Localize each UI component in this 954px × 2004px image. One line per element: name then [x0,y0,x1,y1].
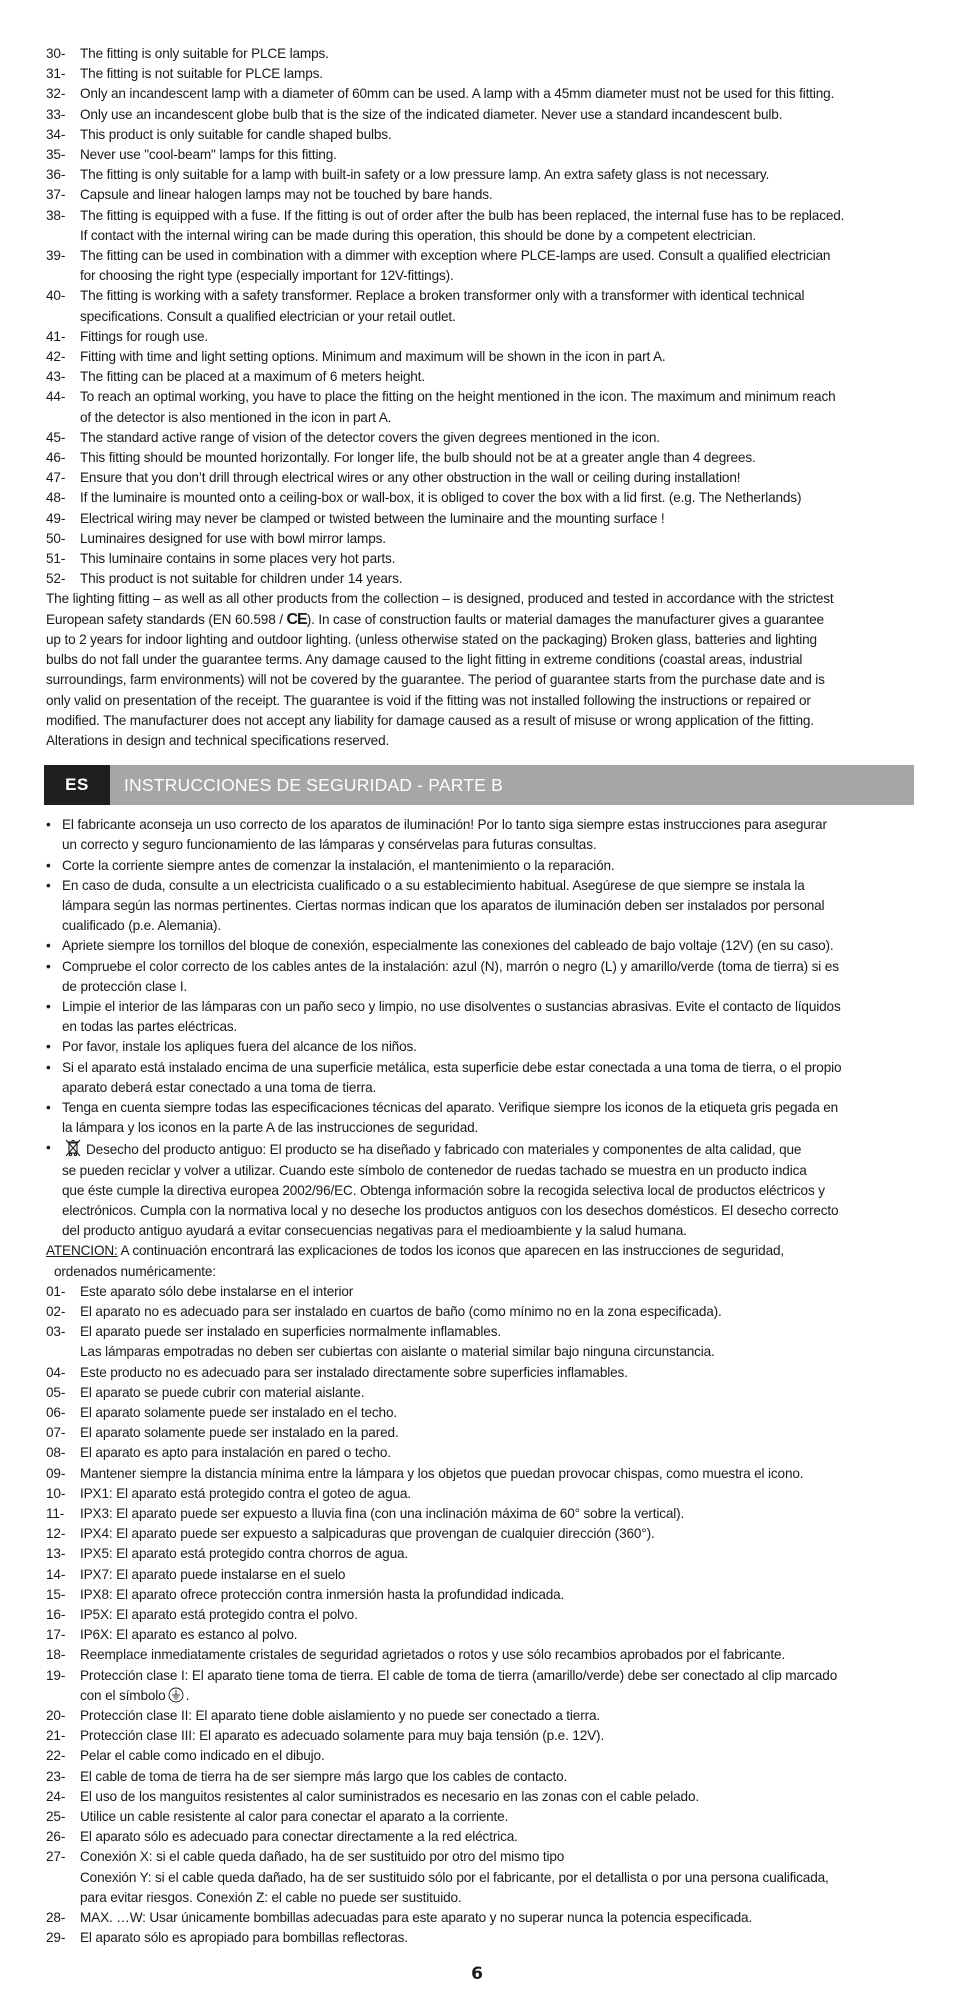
bullet-line: Limpie el interior de las lámparas con un paño seco y limpio, no use disolventes o sustancias abrasivas. Evite el contacto de líquidos [62,998,841,1014]
bullet-mark: • [46,938,51,954]
item-number: 02- [46,1303,66,1319]
item-line: Utilice un cable resistente al calor para conectar el aparato a la corriente. [80,1809,509,1825]
item-number: 50- [46,530,66,546]
item-line: IPX8: El aparato ofrece protección contra inmersión hasta la profundidad indicada. [80,1586,565,1602]
bullet-item [46,936,916,956]
list-item [46,286,916,326]
item-number: 42- [46,349,66,365]
item-number: 49- [46,510,66,526]
spanish-icon-list [46,1282,916,1666]
item-line: Never use "cool-beam" lamps for this fitting. [80,147,337,163]
item-number: 36- [46,167,66,183]
guarantee-text: ). In case of construction faults or material damages the manufacturer gives a guarantee [306,611,824,627]
list-item [46,1282,916,1302]
list-item [46,165,916,185]
item-number: 25- [46,1809,66,1825]
list-item [46,1403,916,1423]
list-item [46,1787,916,1807]
bullet-mark: • [46,958,51,974]
guarantee-line: only valid on presentation of the receipt. The guarantee is void if the fitting was not installed following the instructions or repaired or [46,692,811,708]
list-item [46,1827,916,1847]
item-number: 34- [46,126,66,142]
list-item [46,1363,916,1383]
list-item [46,84,916,104]
item-number: 38- [46,207,66,223]
item-number: 15- [46,1586,66,1602]
bullet-line: Por favor, instale los apliques fuera del alcance de los niños. [62,1039,417,1055]
list-item [46,367,916,387]
item-number: 23- [46,1768,66,1784]
item-line: This luminaire contains in some places very hot parts. [80,551,396,567]
guarantee-paragraph [46,589,916,751]
item-line: El aparato sólo es apropiado para bombillas reflectoras. [80,1930,408,1946]
bullet-line: El fabricante aconseja un uso correcto de los aparatos de iluminación! Por lo tanto siga siempre estas instrucciones para asegurar [62,817,827,833]
item-number: 08- [46,1445,66,1461]
item-number: 48- [46,490,66,506]
item-line: El aparato se puede cubrir con material aislante. [80,1384,365,1400]
list-item [46,428,916,448]
bullet-mark: • [46,1039,51,1055]
item-line: El aparato solamente puede ser instalado en la pared. [80,1425,399,1441]
item-number: 14- [46,1566,66,1582]
spanish-bullet-list [46,815,916,1138]
item-line: This product is only suitable for candle shaped bulbs. [80,126,392,142]
item-number: 29- [46,1930,66,1946]
weee-bullet [46,1138,916,1241]
item-number: 46- [46,450,66,466]
item-line: The fitting is not suitable for PLCE lamps. [80,66,323,82]
item-line: El aparato no es adecuado para ser instalado en cuartos de baño (como mínimo no en la zona especificada). [80,1303,722,1319]
item-line: The fitting is equipped with a fuse. If the fitting is out of order after the bulb has been replaced, the internal fuse has to be replaced. [80,207,845,223]
guarantee-line: up to 2 years for indoor lighting and outdoor lighting. (unless otherwise stated on the packaging) Broken glass, batteries and lighting [46,631,817,647]
bullet-item [46,997,916,1037]
item-number: 21- [46,1728,66,1744]
bullet-mark: • [46,817,51,833]
item-line: Conexión Y: si el cable queda dañado, ha de ser sustituido sólo por el fabricante, por el detallista o por una persona cualificada, [80,1869,829,1885]
item-line: El uso de los manguitos resistentes al calor suministrados es necesario en las zonas con el cable pelado. [80,1788,699,1804]
item-line: for choosing the right type (especially important for 12V-fittings). [80,268,454,284]
list-item [46,145,916,165]
item-number: 44- [46,389,66,405]
item-number: 18- [46,1647,66,1663]
bullet-item [46,1098,916,1138]
item-line: MAX. …W: Usar únicamente bombillas adecuadas para este aparato y no superar nunca la potencia especificada. [80,1910,753,1926]
weee-line: se pueden reciclar y volver a utilizar. Cuando este símbolo de contenedor de ruedas tachado se muestra en un producto indica [62,1162,807,1178]
list-item [46,185,916,205]
bullet-line: Compruebe el color correcto de los cables antes de la instalación: azul (N), marrón o negro (L) y amarillo/verde (toma de tierra) si es [62,958,839,974]
bullet-line: de protección clase I. [62,978,188,994]
list-item [46,448,916,468]
item-number: 30- [46,46,66,61]
list-item [46,569,916,589]
list-item [46,468,916,488]
item-number: 45- [46,429,66,445]
bullet-line: En caso de duda, consulte a un electricista cualificado o a su establecimiento habitual. Asegúrese de que siempre se instala la [62,877,805,893]
item-line: Protección clase I: El aparato tiene toma de tierra. El cable de toma de tierra (amarillo/verde) debe ser conectado al clip marcado [80,1667,838,1683]
list-item [46,1423,916,1443]
list-item [46,1443,916,1463]
list-item [46,105,916,125]
item-line: To reach an optimal working, you have to place the fitting on the height mentioned in the icon. The maximum and minimum reach [80,389,836,405]
guarantee-line: bulbs do not fall under the guarantee terms. Any damage caused to the light fitting in extreme conditions (coastal areas, industrial [46,652,803,668]
list-item [46,509,916,529]
list-item [46,1726,916,1746]
list-item [46,1565,916,1585]
ce-mark: CE [286,610,307,628]
bullet-line: Si el aparato está instalado encima de una superficie metálica, esta superficie debe estar conectada a una toma de tierra, o el propio [62,1059,842,1075]
item-line: specifications. Consult a qualified electrician or your retail outlet. [80,308,456,324]
item-number: 31- [46,66,66,82]
item-number: 17- [46,1627,66,1643]
item-number: 05- [46,1384,66,1400]
item-number: 28- [46,1910,66,1926]
list-item [46,327,916,347]
list-item [46,488,916,508]
item-number: 40- [46,288,66,304]
guarantee-line [46,610,916,630]
item-line: The fitting is only suitable for a lamp with built-in safety or a low pressure lamp. An extra safety glass is not necessary. [80,167,770,183]
weee-line: electrónicos. Cumpla con la normativa local y no deseche los productos antiguos con los desechos domésticos. El desecho correcto [62,1202,839,1218]
bullet-mark: • [46,1099,51,1115]
bullet-mark: • [46,857,51,873]
item-line: Luminaires designed for use with bowl mirror lamps. [80,530,386,546]
item-line: This product is not suitable for children under 14 years. [80,571,403,587]
item-number: 51- [46,551,66,567]
text-column [46,44,916,1948]
item-line: IPX1: El aparato está protegido contra el goteo de agua. [80,1485,411,1501]
item-line: Este aparato sólo debe instalarse en el interior [80,1283,354,1299]
item-line: Este producto no es adecuado para ser instalado directamente sobre superficies inflamables. [80,1364,628,1380]
item-line: If the luminaire is mounted onto a ceiling-box or wall-box, it is obliged to cover the box with a lid first. (e.g. The Netherlands) [80,490,802,506]
item-line: IPX7: El aparato puede instalarse en el suelo [80,1566,346,1582]
item-line: of the detector is also mentioned in the icon in part A. [80,409,392,425]
item-line: El cable de toma de tierra ha de ser siempre más largo que los cables de contacto. [80,1768,568,1784]
item-number: 39- [46,248,66,264]
item-text: . [185,1687,190,1703]
item-line: Protección clase III: El aparato es adecuado solamente para muy baja tensión (p.e. 12V). [80,1728,605,1744]
bullet-line: en todas las partes eléctricas. [62,1019,238,1035]
item-number: 12- [46,1526,66,1542]
item-line: Electrical wiring may never be clamped or twisted between the luminaire and the mounting surface ! [80,510,665,526]
item-line: The fitting can be placed at a maximum of 6 meters height. [80,369,425,385]
bullet-item [46,957,916,997]
item-number: 07- [46,1425,66,1441]
section-header [44,765,914,805]
weee-line: que éste cumple la directiva europea 2002/96/EC. Obtenga información sobre la recogida selectiva local de productos eléctricos y [62,1182,825,1198]
item-number: 47- [46,470,66,486]
bullet-item [46,1037,916,1057]
item-number: 06- [46,1405,66,1420]
item-number: 03- [46,1324,66,1340]
list-item [46,1605,916,1625]
list-item [46,1767,916,1787]
item-number: 41- [46,328,66,344]
item-number: 35- [46,147,66,163]
list-item [46,1504,916,1524]
atencion-line-2: ordenados numéricamente: [54,1263,216,1279]
guarantee-line: modified. The manufacturer does not accept any liability for damage caused as a result of misuse or wrong application of the fitting. [46,712,814,728]
guarantee-line: Alterations in design and technical specifications reserved. [46,732,390,748]
list-item [46,549,916,569]
list-item [46,1585,916,1605]
item-line: El aparato solamente puede ser instalado en el techo. [80,1405,398,1420]
guarantee-text: European safety standards (EN 60.598 / [46,611,287,627]
list-item [46,1928,916,1948]
list-item [46,1464,916,1484]
atencion-text: A continuación encontrará las explicaciones de todos los iconos que aparecen en las instrucciones de seguridad, [117,1243,785,1259]
item-line: El aparato sólo es adecuado para conectar directamente a la red eléctrica. [80,1829,518,1845]
list-item [46,1544,916,1564]
list-item [46,1645,916,1665]
list-item [46,44,916,64]
bullet-line: un correcto y seguro funcionamiento de las lámparas y consérvelas para futuras consultas. [62,837,597,853]
list-item [46,1847,916,1908]
item-number: 32- [46,86,66,102]
item-line: El aparato puede ser instalado en superficies normalmente inflamables. [80,1324,501,1340]
item-line: IPX4: El aparato puede ser expuesto a salpicaduras que provengan de cualquier dirección (360°). [80,1526,655,1542]
list-item [46,1302,916,1322]
bullet-mark: • [46,1059,51,1075]
weee-line [62,1138,916,1160]
weee-text: Desecho del producto antiguo: El producto se ha diseñado y fabricado con materiales y componentes de alta calidad, que [86,1142,802,1158]
item-line: Ensure that you don’t drill through electrical wires or any other obstruction in the wall or ceiling during installation! [80,470,741,486]
list-item [46,246,916,286]
language-code: ES [44,765,110,805]
item-number: 10- [46,1485,66,1501]
item-number: 16- [46,1607,66,1623]
atencion-line [46,1241,916,1261]
item-number: 01- [46,1283,66,1299]
item-line [80,1686,916,1706]
item-line: This fitting should be mounted horizontally. For longer life, the bulb should not be at a greater angle than 4 degrees. [80,450,756,466]
list-item [46,1746,916,1766]
bullet-line: Apriete siempre los tornillos del bloque de conexión, especialmente las conexiones del cableado de bajo voltaje (12V) (en su caso). [62,938,834,954]
bullet-line: Corte la corriente siempre antes de comenzar la instalación, el mantenimiento o la reparación. [62,857,615,873]
crossed-bin-icon [64,1138,82,1158]
item-line: IP6X: El aparato es estanco al polvo. [80,1627,298,1643]
item-number: 13- [46,1546,66,1562]
item-line: The standard active range of vision of the detector covers the given degrees mentioned in the icon. [80,429,660,445]
item-line: Protección clase II: El aparato tiene doble aislamiento y no puede ser conectado a tierra. [80,1708,600,1724]
item-line: Capsule and linear halogen lamps may not be touched by bare hands. [80,187,493,203]
item-line: Only an incandescent lamp with a diameter of 60mm can be used. A lamp with a 45mm diameter must not be used for this fitting. [80,86,835,102]
list-item [46,347,916,367]
item-line: Reemplace inmediatamente cristales de seguridad agrietados o rotos y use sólo recambios aprobados por el fabricante. [80,1647,785,1663]
guarantee-line: The lighting fitting – as well as all other products from the collection – is designed, produced and tested in accordance with the strictest [46,591,834,607]
list-item [46,125,916,145]
list-item [46,1484,916,1504]
list-item [46,1524,916,1544]
list-item [46,1383,916,1403]
bullet-item [46,876,916,937]
weee-line: del producto antiguo ayudará a evitar consecuencias negativas para el medioambiente y la salud humana. [62,1223,687,1239]
item-line: El aparato es apto para instalación en pared o techo. [80,1445,391,1461]
item-number: 43- [46,369,66,385]
bullet-item [46,856,916,876]
item-number: 37- [46,187,66,203]
item-line: Las lámparas empotradas no deben ser cubiertas con aislante o material similar bajo ninguna circunstancia. [80,1344,715,1360]
item-number: 04- [46,1364,66,1380]
item-line: Pelar el cable como indicado en el dibujo. [80,1748,325,1764]
section-title: INSTRUCCIONES DE SEGURIDAD - PARTE B [110,765,914,805]
bullet-mark: • [46,998,51,1014]
item-number: 24- [46,1788,66,1804]
item-line: Conexión X: si el cable queda dañado, ha de ser sustituido por otro del mismo tipo [80,1849,565,1865]
item-line: The fitting is working with a safety transformer. Replace a broken transformer only with a transformer with identical technical [80,288,805,304]
list-item [46,387,916,427]
guarantee-line: surroundings, farm environments) will not be covered by the guarantee. The period of guarantee starts from the purchase date and is [46,672,825,688]
item-line: The fitting is only suitable for PLCE lamps. [80,46,329,61]
item-line: Only use an incandescent globe bulb that is the size of the indicated diameter. Never use a standard incandescent bulb. [80,106,783,122]
item-number: 22- [46,1748,66,1764]
item-number: 26- [46,1829,66,1845]
page-number: 6 [471,1964,483,1984]
item-line: If contact with the internal wiring can be made during this operation, this should be done by a competent electrician. [80,227,756,243]
list-item [46,1706,916,1726]
bullet-mark: • [46,1140,51,1156]
item-number: 11- [46,1506,65,1522]
list-item [46,1908,916,1928]
bullet-item [46,815,916,855]
bullet-line: lámpara según las normas pertinentes. Ciertas normas indican que los aparatos de iluminación deben ser instalados por personal [62,897,825,913]
list-item [46,64,916,84]
english-icon-list [46,44,916,589]
guarantee-rest [46,630,916,751]
item-line: IP5X: El aparato está protegido contra el polvo. [80,1607,358,1623]
bullet-mark: • [46,877,51,893]
list-item-19 [46,1666,916,1706]
item-number: 27- [46,1849,66,1865]
list-item [46,1807,916,1827]
list-item [46,529,916,549]
atencion-label: ATENCION: [46,1243,118,1259]
list-item [46,206,916,246]
item-number: 20- [46,1708,66,1724]
item-line: para evitar riesgos. Conexión Z: el cable no puede ser sustituido. [80,1889,462,1905]
list-item [46,1322,916,1362]
bullet-line: Tenga en cuenta siempre todas las especificaciones técnicas del aparato. Verifique siempre los iconos de la etiqueta gris pegada en [62,1099,839,1115]
item-line: Fittings for rough use. [80,328,209,344]
item-number: 09- [46,1465,66,1481]
item-number: 52- [46,571,66,587]
bullet-line: la lámpara y los iconos en la parte A de las instrucciones de seguridad. [62,1120,479,1136]
item-line: IPX5: El aparato está protegido contra chorros de agua. [80,1546,409,1562]
weee-rest [62,1161,916,1242]
item-line: IPX3: El aparato puede ser expuesto a lluvia fina (con una inclinación máxima de 60° sobre la vertical). [80,1506,685,1522]
item-number: 19- [46,1667,66,1683]
bullet-item [46,1058,916,1098]
item-line: Mantener siempre la distancia mínima entre la lámpara y los objetos que puedan provocar chispas, como muestra el icono. [80,1465,804,1481]
bullet-line: aparato deberá estar conectado a una toma de tierra. [62,1079,377,1095]
item-line: Fitting with time and light setting options. Minimum and maximum will be shown in the icon in part A. [80,349,666,365]
list-item [46,1625,916,1645]
item-number: 33- [46,106,66,122]
bullet-line: cualificado (p.e. Alemania). [62,918,222,934]
item-text: con el símbolo [80,1687,166,1703]
earth-symbol-icon [168,1687,184,1703]
spanish-icon-list-2 [46,1706,916,1948]
item-line: The fitting can be used in combination with a dimmer with exception where PLCE-lamps are used. Consult a qualified electrician [80,248,831,264]
